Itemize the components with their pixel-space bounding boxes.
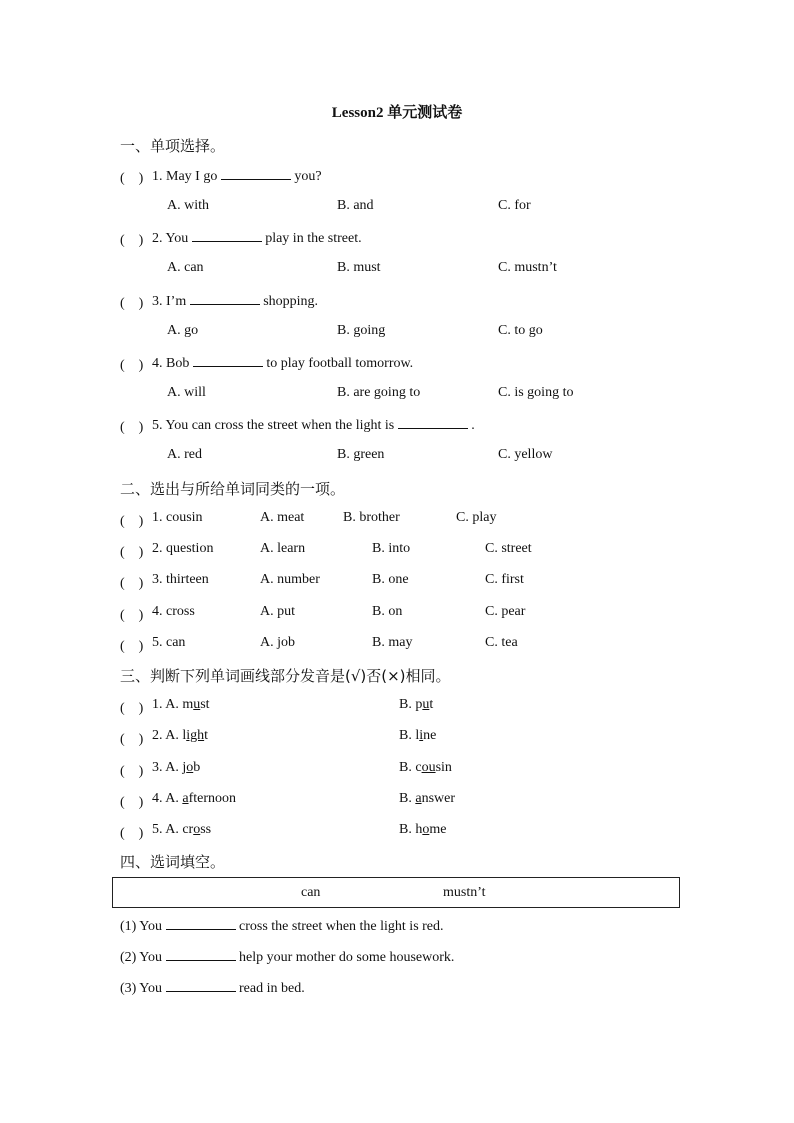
word-b-underlined: o [422, 822, 430, 837]
mc-question-row [0, 416, 794, 436]
label-a: 5. A. [152, 822, 183, 837]
option-a: A. meat [260, 510, 305, 525]
fill-sentence-row [0, 979, 794, 999]
stem-post: shopping. [263, 294, 319, 309]
classify-row [0, 541, 794, 561]
label-b: B. [399, 697, 416, 712]
word-b-end: sin [435, 760, 452, 775]
question-stem [152, 416, 475, 434]
word-b [399, 760, 452, 776]
option-b: B. are going to [337, 385, 421, 400]
option-a: A. red [167, 447, 202, 462]
stem-pre: 3. I’m [152, 294, 187, 309]
answer-blank[interactable] [190, 292, 260, 305]
word-a-start: l [182, 728, 187, 743]
mc-options-row [0, 260, 794, 280]
answer-paren[interactable]: ( ) [120, 795, 144, 810]
word-b-start: p [415, 697, 423, 712]
word-b-start: c [415, 760, 422, 775]
pronunciation-row [0, 791, 794, 811]
section-2-heading: 二、选出与所给单词同类的一项。 [120, 480, 346, 498]
classify-row [0, 572, 794, 592]
word-a-end: t [204, 728, 209, 743]
word-bank-box [112, 877, 680, 908]
word-b-end: nswer [421, 791, 455, 806]
option-c: C. to go [498, 323, 543, 338]
option-c: C. for [498, 198, 531, 213]
word-a-end: b [193, 760, 201, 775]
stem-post: play in the street. [265, 231, 362, 246]
word-a-end: st [200, 697, 210, 712]
option-c: C. yellow [498, 447, 553, 462]
question-stem [152, 229, 362, 247]
answer-paren[interactable]: ( ) [120, 296, 144, 311]
mc-options-row [0, 198, 794, 218]
label-a: 2. A. [152, 728, 183, 743]
option-c: C. tea [485, 635, 518, 650]
given-word: 1. cousin [152, 510, 203, 525]
fill-sentence [120, 979, 305, 997]
label-b: B. [399, 760, 416, 775]
option-b: B. on [372, 604, 403, 619]
answer-paren[interactable]: ( ) [120, 764, 144, 779]
option-a: A. job [260, 635, 295, 650]
option-b: B. into [372, 541, 411, 556]
label-a: 1. A. [152, 697, 183, 712]
label-b: B. [399, 728, 416, 743]
word-b-underlined: i [419, 728, 424, 743]
word-b-underlined: u [422, 697, 430, 712]
option-c: C. play [456, 510, 497, 525]
word-b-start: h [415, 822, 423, 837]
mc-options-row [0, 447, 794, 467]
answer-paren[interactable]: ( ) [120, 701, 144, 716]
fill-sentence-row [0, 948, 794, 968]
sentence-post: read in bed. [239, 981, 305, 996]
option-a: A. put [260, 604, 295, 619]
answer-paren[interactable]: ( ) [120, 514, 144, 529]
option-c: C. street [485, 541, 532, 556]
stem-pre: 5. You can cross the street when the light is [152, 418, 395, 433]
word-b [399, 728, 436, 744]
given-word: 4. cross [152, 604, 195, 619]
sentence-post: cross the street when the light is red. [239, 919, 444, 934]
word-a-underlined: o [193, 822, 201, 837]
word-b-underlined: a [415, 791, 422, 806]
label-b: B. [399, 791, 416, 806]
answer-paren[interactable]: ( ) [120, 576, 144, 591]
sentence-pre: (2) You [120, 950, 163, 965]
word-a [152, 728, 208, 744]
fill-sentence-row [0, 917, 794, 937]
word-b [399, 822, 446, 838]
answer-paren[interactable]: ( ) [120, 639, 144, 654]
option-c: C. first [485, 572, 524, 587]
word-b-end: t [429, 697, 434, 712]
stem-pre: 2. You [152, 231, 189, 246]
given-word: 3. thirteen [152, 572, 209, 587]
answer-paren[interactable]: ( ) [120, 171, 144, 186]
pronunciation-row [0, 728, 794, 748]
option-a: A. learn [260, 541, 306, 556]
word-a-start: cr [182, 822, 194, 837]
section-1-heading: 一、单项选择。 [120, 137, 226, 155]
option-c: C. mustn’t [498, 260, 557, 275]
mc-options-row [0, 385, 794, 405]
mc-question-row [0, 167, 794, 187]
stem-post: to play football tomorrow. [266, 356, 414, 371]
mc-question-row [0, 354, 794, 374]
sentence-pre: (3) You [120, 981, 163, 996]
classify-row [0, 510, 794, 530]
option-b: B. going [337, 323, 386, 338]
option-b: B. may [372, 635, 413, 650]
fill-sentence [120, 948, 454, 966]
option-b: B. must [337, 260, 381, 275]
question-stem [152, 292, 318, 310]
word-a-underlined: igh [186, 728, 205, 743]
word-bank-can: can [301, 885, 321, 900]
word-a [152, 822, 211, 838]
mc-question-row [0, 292, 794, 312]
option-b: B. one [372, 572, 409, 587]
answer-blank[interactable] [193, 354, 263, 367]
label-a: 3. A. [152, 760, 183, 775]
label-a: 4. A. [152, 791, 183, 806]
word-b-end: ne [423, 728, 437, 743]
sentence-pre: (1) You [120, 919, 163, 934]
word-bank-mustnt: mustn’t [443, 885, 486, 900]
word-b-underlined: ou [421, 760, 436, 775]
stem-post: . [471, 418, 475, 433]
answer-blank[interactable] [221, 167, 291, 180]
word-a-underlined: u [193, 697, 201, 712]
answer-paren[interactable]: ( ) [120, 826, 144, 841]
word-b [399, 697, 433, 713]
word-b-end: me [429, 822, 447, 837]
classify-row [0, 604, 794, 624]
section-4-heading: 四、选词填空。 [120, 853, 226, 871]
word-a-start: j [182, 760, 187, 775]
option-b: B. and [337, 198, 374, 213]
option-a: A. will [167, 385, 206, 400]
answer-blank[interactable] [166, 917, 236, 930]
section-3-heading: 三、判断下列单词画线部分发音是(√)否(×)相同。 [120, 667, 451, 685]
option-c: C. is going to [498, 385, 574, 400]
stem-post: you? [294, 169, 322, 184]
answer-paren[interactable]: ( ) [120, 608, 144, 623]
answer-paren[interactable]: ( ) [120, 420, 144, 435]
pronunciation-row [0, 697, 794, 717]
option-b: B. green [337, 447, 385, 462]
option-b: B. brother [343, 510, 400, 525]
given-word: 2. question [152, 541, 214, 556]
word-a-start: m [182, 697, 194, 712]
answer-paren[interactable]: ( ) [120, 233, 144, 248]
option-c: C. pear [485, 604, 526, 619]
label-b: B. [399, 822, 416, 837]
option-a: A. can [167, 260, 204, 275]
word-a [152, 791, 236, 807]
fill-sentence [120, 917, 444, 935]
classify-row [0, 635, 794, 655]
word-a [152, 697, 210, 713]
answer-blank[interactable] [166, 979, 236, 992]
word-b [399, 791, 455, 807]
mc-options-row [0, 323, 794, 343]
question-stem [152, 354, 413, 372]
answer-blank[interactable] [398, 416, 468, 429]
stem-pre: 1. May I go [152, 169, 218, 184]
answer-paren[interactable]: ( ) [120, 732, 144, 747]
page-title: Lesson2 单元测试卷 [331, 105, 463, 121]
given-word: 5. can [152, 635, 186, 650]
sentence-post: help your mother do some housework. [239, 950, 455, 965]
word-a-underlined: o [186, 760, 194, 775]
pronunciation-row [0, 822, 794, 842]
answer-blank[interactable] [192, 229, 262, 242]
word-a [152, 760, 200, 776]
answer-blank[interactable] [166, 948, 236, 961]
answer-paren[interactable]: ( ) [120, 358, 144, 373]
option-a: A. number [260, 572, 320, 587]
answer-paren[interactable]: ( ) [120, 545, 144, 560]
pronunciation-row [0, 760, 794, 780]
option-a: A. with [167, 198, 209, 213]
word-a-end: fternoon [188, 791, 236, 806]
question-stem [152, 167, 322, 185]
mc-question-row [0, 229, 794, 249]
word-a-end: ss [200, 822, 212, 837]
word-a-underlined: a [182, 791, 189, 806]
word-b-start: l [415, 728, 420, 743]
stem-pre: 4. Bob [152, 356, 190, 371]
option-a: A. go [167, 323, 199, 338]
